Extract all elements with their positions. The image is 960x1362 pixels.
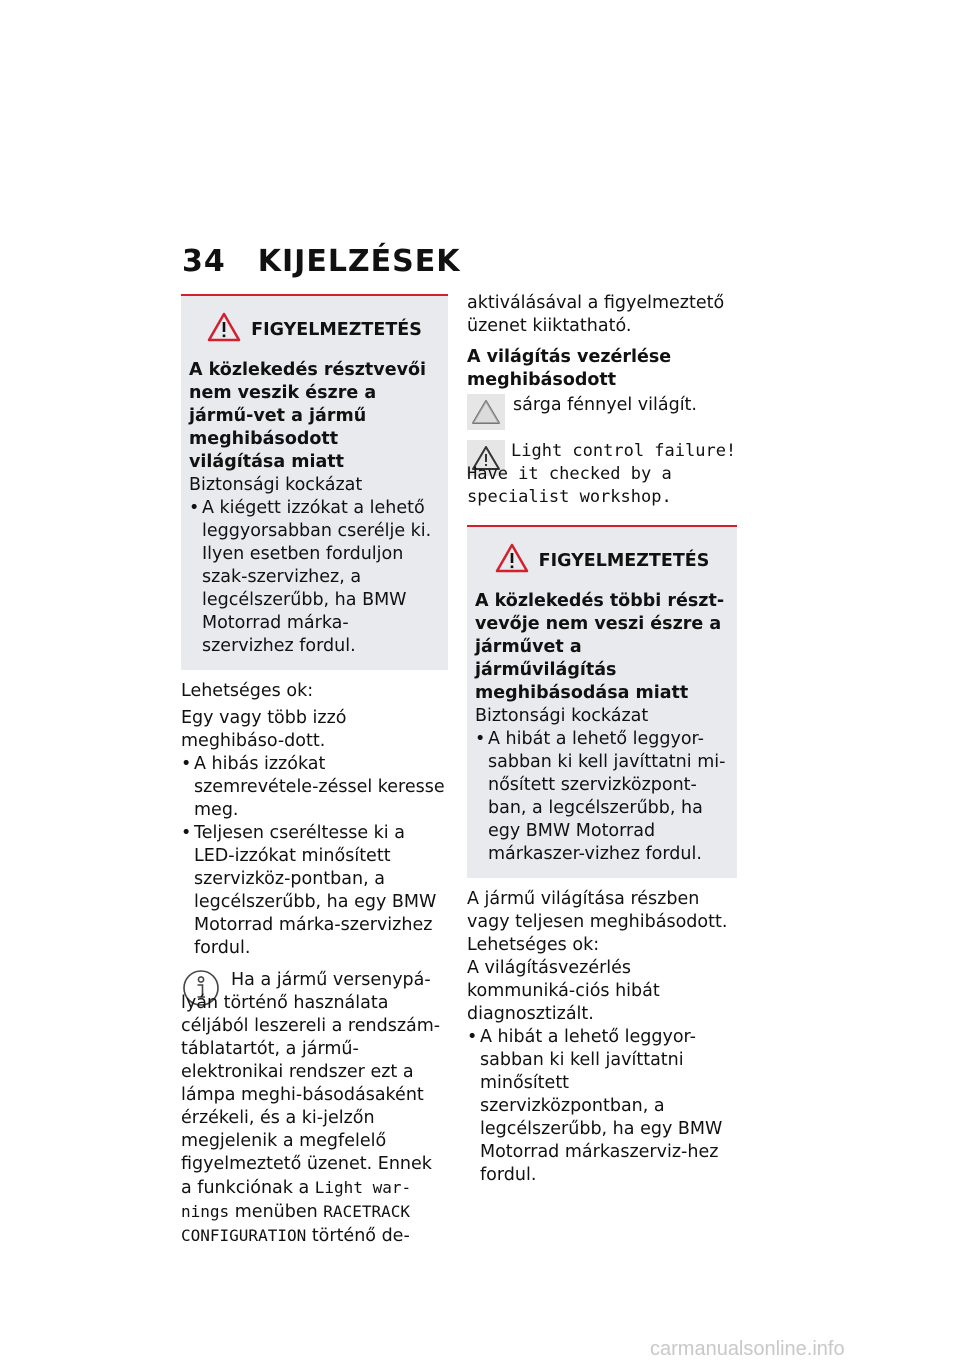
section-title: A világítás vezérlése meghibásodott: [467, 347, 672, 390]
list-item: • A kiégett izzókat a lehető leggyorsabban cserélje ki. Ilyen esetben forduljon szak-szervizhez, a legcélszerűbb, ha BMW Motorrad márka-szervizhez fordul.: [189, 497, 440, 658]
warning-header: [475, 543, 729, 580]
warning-symbol-icon: [467, 394, 505, 430]
warning-label: FIGYELMEZTETÉS: [251, 320, 422, 340]
warning-header: [189, 312, 440, 349]
warning-triangle-icon: [495, 543, 529, 580]
menu-name: RACETRACK CONFIGURATION: [181, 1202, 410, 1245]
menu-item-name: Light war-nings: [181, 1178, 412, 1221]
description-text: A jármű világítása részben vagy teljesen meghibásodott.: [467, 889, 728, 932]
cause-text: A világításvezérlés kommuniká-ciós hibát diagnosztizált.: [467, 958, 660, 1024]
warning-label: FIGYELMEZTETÉS: [538, 551, 710, 571]
continuation-text: aktiválásával a figyelmeztető üzenet kiiktatható.: [467, 293, 725, 336]
cause-text: Egy vagy több izzó meghibáso-dott.: [181, 708, 347, 751]
page-number: 34: [182, 244, 226, 279]
warning-risk: Biztonsági kockázat: [189, 475, 363, 495]
display-message-text: Light control failure! Have it checked by a specialist workshop.: [467, 441, 737, 507]
info-text-end: történő de-: [311, 1226, 410, 1246]
action-list: [467, 1026, 737, 1187]
right-column: [467, 292, 737, 1187]
page-title: KIJELZÉSEK: [257, 244, 461, 279]
list-item: • A hibát a lehető leggyor-sabban ki kell javíttatni minősített szervizközpontban, a legcélszerűbb, ha egy BMW Motorrad márkaszerviz-hez fordul.: [467, 1026, 737, 1187]
display-message: [467, 440, 737, 509]
action-list: [181, 753, 448, 960]
watermark: carmanualsonline.info: [650, 1338, 845, 1360]
warning-title: A közlekedés többi részt-vevője nem veszi észre a járművet a járművilágítás meghibásodása miatt: [475, 591, 725, 703]
warning-bullets: [475, 728, 729, 866]
page-header: [182, 244, 461, 279]
info-paragraph: [181, 969, 448, 1248]
cause-label: Lehetséges ok:: [181, 681, 314, 701]
warning-risk: Biztonsági kockázat: [475, 706, 649, 726]
cause-label: Lehetséges ok:: [467, 935, 600, 955]
list-item: • A hibás izzókat szemrevétele-zéssel keresse meg.: [181, 753, 448, 822]
list-item: • A hibát a lehető leggyor-sabban ki kell javíttatni mi-nősített szervizközpont-ban, a legcélszerűbb, ha egy BMW Motorrad márkaszer-vizhez fordul.: [475, 728, 729, 866]
warning-triangle-icon: [207, 312, 241, 349]
info-text: Ha a jármű versenypá-lyán történő használata céljából leszereli a rendszám-táblatartót, a jármű-elektronikai rendszer ezt a lámpa meghi-básodásaként érzékeli, és a ki-jelzőn megjelenik a megfelelő figyelmeztető üzenet. Ennek a funkciónak a: [181, 970, 441, 1198]
list-item: • Teljesen cseréltesse ki a LED-izzókat minősített szervizköz-pontban, a legcélszerűbb, ha egy BMW Motorrad márka-szervizhez fordul.: [181, 822, 448, 960]
warning-bullets: [189, 497, 440, 658]
warning-title: A közlekedés résztvevői nem veszik észre a jármű-vet a jármű meghibásodott világítása miatt: [189, 360, 426, 472]
symbol-text: sárga fénnyel világít.: [513, 395, 697, 415]
left-column: [181, 294, 448, 1248]
warning-box: [181, 294, 448, 670]
info-text-menu: menüben: [234, 1202, 318, 1222]
warning-box: [467, 525, 737, 878]
symbol-row-yellow: [467, 394, 737, 430]
